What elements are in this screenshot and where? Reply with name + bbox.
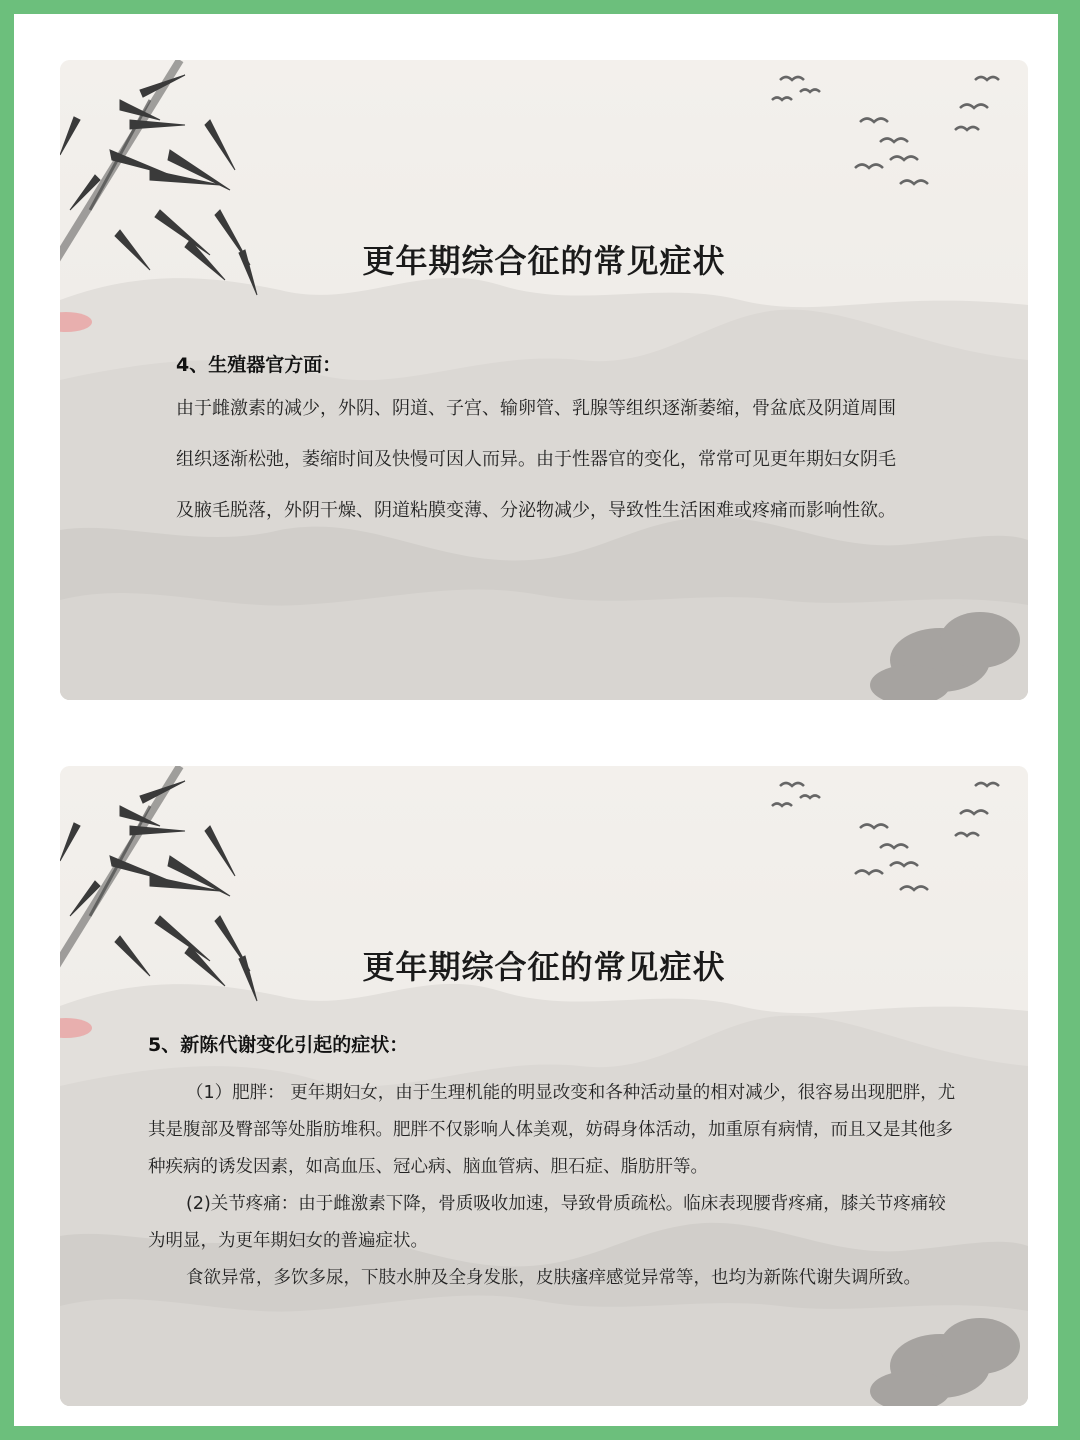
body-line: 组织逐渐松弛，萎缩时间及快慢可因人而异。由于性器官的变化，常常可见更年期妇女阴毛 [176,449,896,470]
section-heading: 4、生殖器官方面： [176,354,342,376]
slide-card-2 [60,766,1028,1406]
section-heading: 5、新陈代谢变化引起的症状： [148,1034,409,1056]
section-body [176,396,936,549]
body-line: 种疾病的诱发因素，如高血压、冠心病、脑血管病、胆石症、脂肪肝等。 [148,1157,708,1177]
body-line: （1）肥胖： 更年期妇女，由于生理机能的明显改变和各种活动量的相对减少，很容易出现肥胖，尤 [186,1083,956,1103]
body-line: 其是腹部及臀部等处脂肪堆积。肥胖不仅影响人体美观，妨碍身体活动，加重原有病情，而且又是其他多 [148,1120,953,1140]
slide-card-1 [60,60,1028,700]
body-line: (2)关节疼痛：由于雌激素下降，骨质吸收加速，导致骨质疏松。临床表现腰背疼痛，膝关节疼痛较 [186,1194,946,1214]
page-frame [14,14,1058,1426]
body-line: 及腋毛脱落，外阴干燥、阴道粘膜变薄、分泌物减少，导致性生活困难或疼痛而影响性欲。 [176,500,896,521]
body-line: 为明显，为更年期妇女的普遍症状。 [148,1231,428,1251]
ink-landscape-background [60,60,1028,700]
section-body [148,1080,956,1302]
body-line: 由于雌激素的减少，外阴、阴道、子宫、输卵管、乳腺等组织逐渐萎缩，骨盆底及阴道周围 [176,398,896,419]
slide-title: 更年期综合征的常见症状 [362,242,726,280]
slide-title: 更年期综合征的常见症状 [362,948,726,986]
body-line: 食欲异常，多饮多尿，下肢水肿及全身发胀，皮肤瘙痒感觉异常等，也均为新陈代谢失调所致。 [186,1268,921,1288]
